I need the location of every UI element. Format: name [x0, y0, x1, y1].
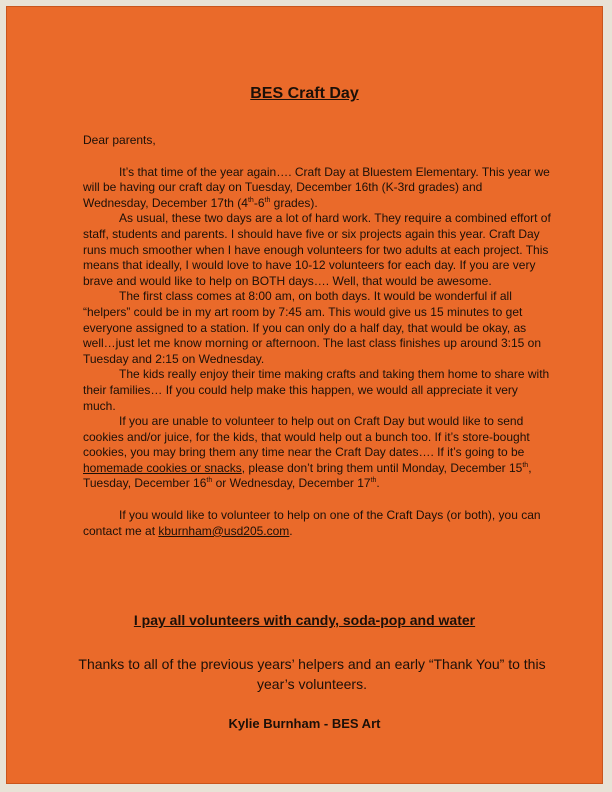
paragraph-contact-text: . [289, 523, 293, 538]
flyer-page [6, 6, 603, 784]
email-link[interactable]: kburnham@usd205.com [158, 523, 290, 538]
paragraph-cookies-text: , Tuesday, December 16 [83, 460, 532, 491]
superscript: th [264, 196, 271, 204]
superscript: th [247, 196, 254, 204]
signature: Kylie Burnham - BES Art [228, 716, 381, 731]
paragraph-contact-text: If you would like to volunteer to help on one of the Craft Days (or both), you can contact me at [83, 508, 541, 538]
superscript: th [370, 477, 377, 485]
page-title: BES Craft Day [250, 85, 359, 102]
paragraph-cookies-text: , please don’t bring them until Monday, December 15 [241, 460, 523, 475]
paragraph-appreciation: The kids really enjoy their time making crafts and taking them home to share with their families… If you could help make this happen, we would all appreciate it very much. [83, 367, 550, 413]
pay-line: I pay all volunteers with candy, soda-pop and water [133, 612, 476, 628]
paragraph-dates-text: It’s that time of the year again…. Craft Day at Bluestem Elementary. This year we will be having our craft day on Tuesday, December 16th (K-3rd grades) and Wednesday, December 17th (4 [83, 164, 550, 210]
paragraph-dates [83, 165, 551, 212]
superscript: th [206, 477, 213, 485]
greeting: Dear parents, [83, 133, 156, 147]
paragraph-cookies-text: or Wednesday, December 17 [212, 476, 371, 491]
homemade-note: homemade cookies or snacks [83, 460, 242, 475]
letter-body [83, 133, 551, 539]
paragraph-contact [83, 508, 551, 539]
paragraph-dates-text: -6 [253, 195, 265, 210]
paragraph-cookies [83, 414, 551, 492]
paragraph-dates-text: grades). [270, 195, 318, 210]
paragraph-cookies-text: . [376, 476, 380, 491]
thanks-note: Thanks to all of the previous years’ helpers and an early “Thank You” to this year’s volunteers. [78, 656, 546, 692]
paragraph-schedule: The first class comes at 8:00 am, on both days. It would be wonderful if all “helpers” could be in my art room by 7:45 am. This would give us 15 minutes to get everyone assigned to a station. If you can only do a half day, that would be okay, as well…just let me know morning or afternoon. The last class finishes up around 3:15 on Tuesday and 2:15 on Wednesday. [83, 289, 542, 366]
paragraph-volunteers: As usual, these two days are a lot of hard work. They require a combined effort of staff, students and parents. I should have five or six projects again this year. Craft Day runs much smoother when I have enough volunteers for two adults at each project. This means that ideally, I would love to have 10-12 volunteers for each day. If you are very brave and would like to help on BOTH days…. Well, that would be awesome. [83, 211, 551, 288]
paragraph-cookies-text: If you are unable to volunteer to help out on Craft Day but would like to send cookies and/or juice, for the kids, that would help out a bunch too. If it’s store-bought cookies, you may bring them any time near the Craft Day dates…. If it’s going to be [83, 414, 530, 460]
superscript: th [522, 461, 529, 469]
